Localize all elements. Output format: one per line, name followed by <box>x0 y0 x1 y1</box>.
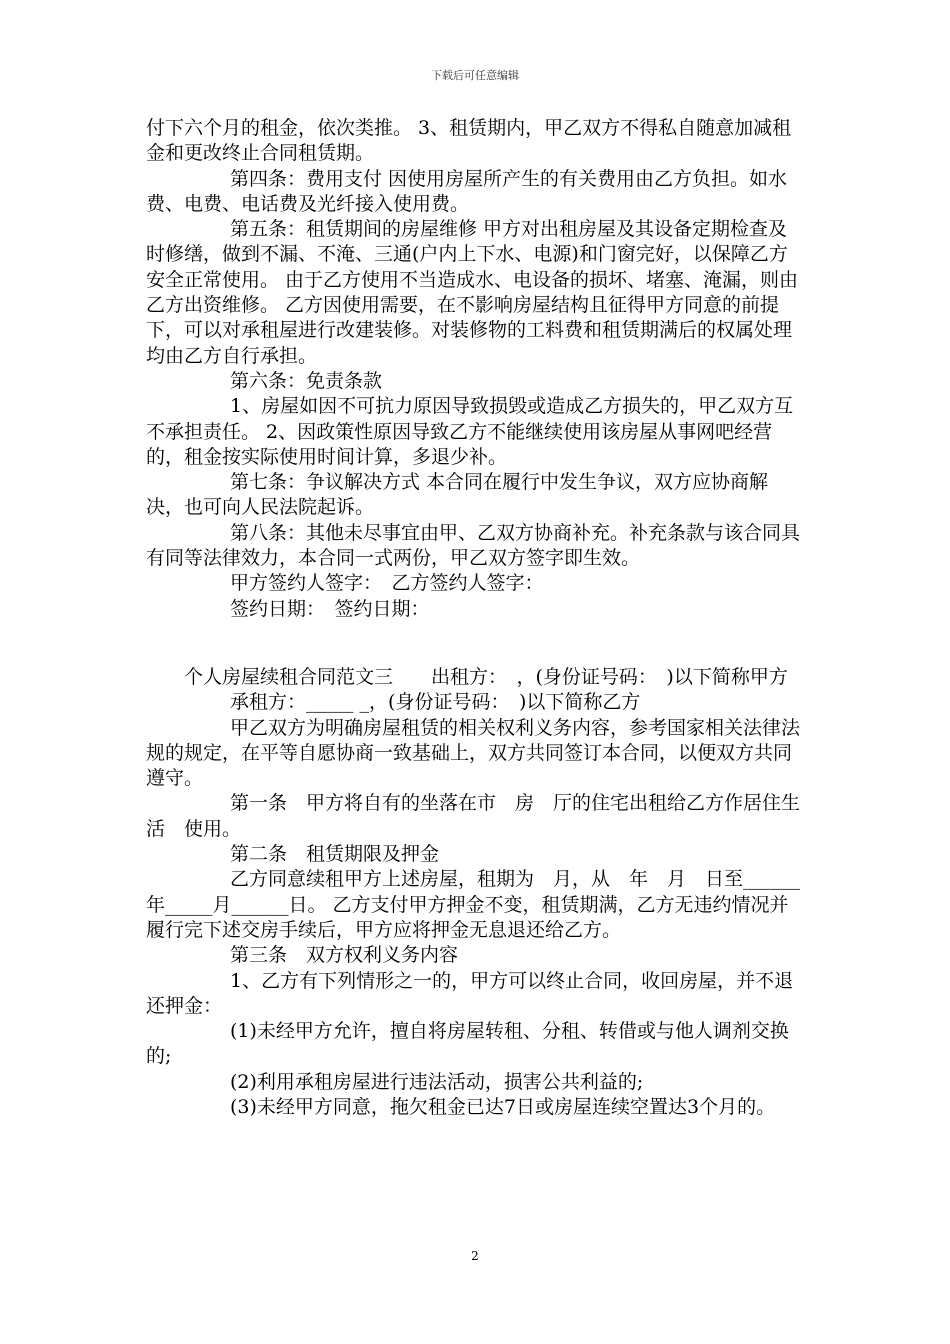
clause-6-body: 1、房屋如因不可抗力原因导致损毁或造成乙方损失的，甲乙双方互不承担责任。 2、因政策性原因导致乙方不能继续使用该房屋从事网吧经营的，租金按实际使用时间计算，多退少补。 <box>146 395 794 468</box>
article-3-sub-1: (1)未经甲方允许，擅自将房屋转租、分租、转借或与他人调剂交换的; <box>146 1020 789 1068</box>
article-3-item-1: 1、乙方有下列情形之一的，甲方可以终止合同，收回房屋，并不退还押金： <box>146 969 794 1017</box>
article-1: 第一条 甲方将自有的坐落在市 房 厅的住宅出租给乙方作居住生活 使用。 <box>146 792 801 840</box>
clause-4-fees: 第四条：费用支付 因使用房屋所产生的有关费用由乙方负担。如水费、电费、电话费及光纤接入使用费。 <box>146 167 788 215</box>
clause-7-disputes: 第七条：争议解决方式 本合同在履行中发生争议，双方应协商解决，也可向人民法院起诉。 <box>146 471 769 519</box>
signing-date-line: 签约日期： 签约日期： <box>230 597 430 620</box>
page-header: 下载后可任意编辑 <box>431 69 519 82</box>
contract-3-title: 个人房屋续租合同范文三 出租方： ，(身份证号码： )以下简称甲方 <box>146 665 788 688</box>
tenant-line: 承租方：_____ _，(身份证号码： )以下简称乙方 <box>230 691 641 714</box>
document-body <box>146 116 806 1120</box>
paragraph-rent-continuation: 付下六个月的租金，依次类推。 3、租赁期内，甲乙双方不得私自随意加减租金和更改终止合同租赁期。 <box>146 117 792 165</box>
clause-5-repairs: 第五条：租赁期间的房屋维修 甲方对出租房屋及其设备定期检查及时修缮，做到不漏、不淹、三通(户内上下水、电源)和门窗完好，以保障乙方安全正常使用。 由于乙方使用不当造成水、电设备的损坏、堵塞、淹漏，则由乙方出资维修。 乙方因使用需要，在不影响房屋结构且征得甲方同意的前提下，可以对承租屋进行改建装修。对装修物的工料费和租赁期满后的权属处理均由乙方自行承担。 <box>146 218 799 367</box>
article-3-title: 第三条 双方权利义务内容 <box>230 944 459 967</box>
article-3-sub-3: (3)未经甲方同意，拖欠租金已达7日或房屋连续空置达3个月的。 <box>230 1095 776 1118</box>
article-3-sub-2: (2)利用承租房屋进行违法活动，损害公共利益的; <box>230 1070 644 1093</box>
signature-line: 甲方签约人签字： 乙方签约人签字： <box>230 572 544 595</box>
article-2-body: 乙方同意续租甲方上述房屋，租期为 月，从 年 月 日至______年_____月______日。 乙方支付甲方押金不变，租赁期满，乙方无违约情况并履行完下述交房手续后，甲方应将押金无息退还给乙方。 <box>146 868 801 941</box>
section-spacer <box>146 622 806 665</box>
clause-6-title: 第六条：免责条款 <box>230 369 383 392</box>
page-number: 2 <box>471 1249 479 1263</box>
article-2-title: 第二条 租赁期限及押金 <box>230 843 440 866</box>
preamble: 甲乙双方为明确房屋租赁的相关权利义务内容，参考国家相关法律法规的规定，在平等自愿协商一致基础上，双方共同签订本合同，以便双方共同遵守。 <box>146 716 801 790</box>
clause-8-other: 第八条：其他未尽事宜由甲、乙双方协商补充。补充条款与该合同具有同等法律效力，本合同一式两份，甲乙双方签字即生效。 <box>146 521 801 570</box>
